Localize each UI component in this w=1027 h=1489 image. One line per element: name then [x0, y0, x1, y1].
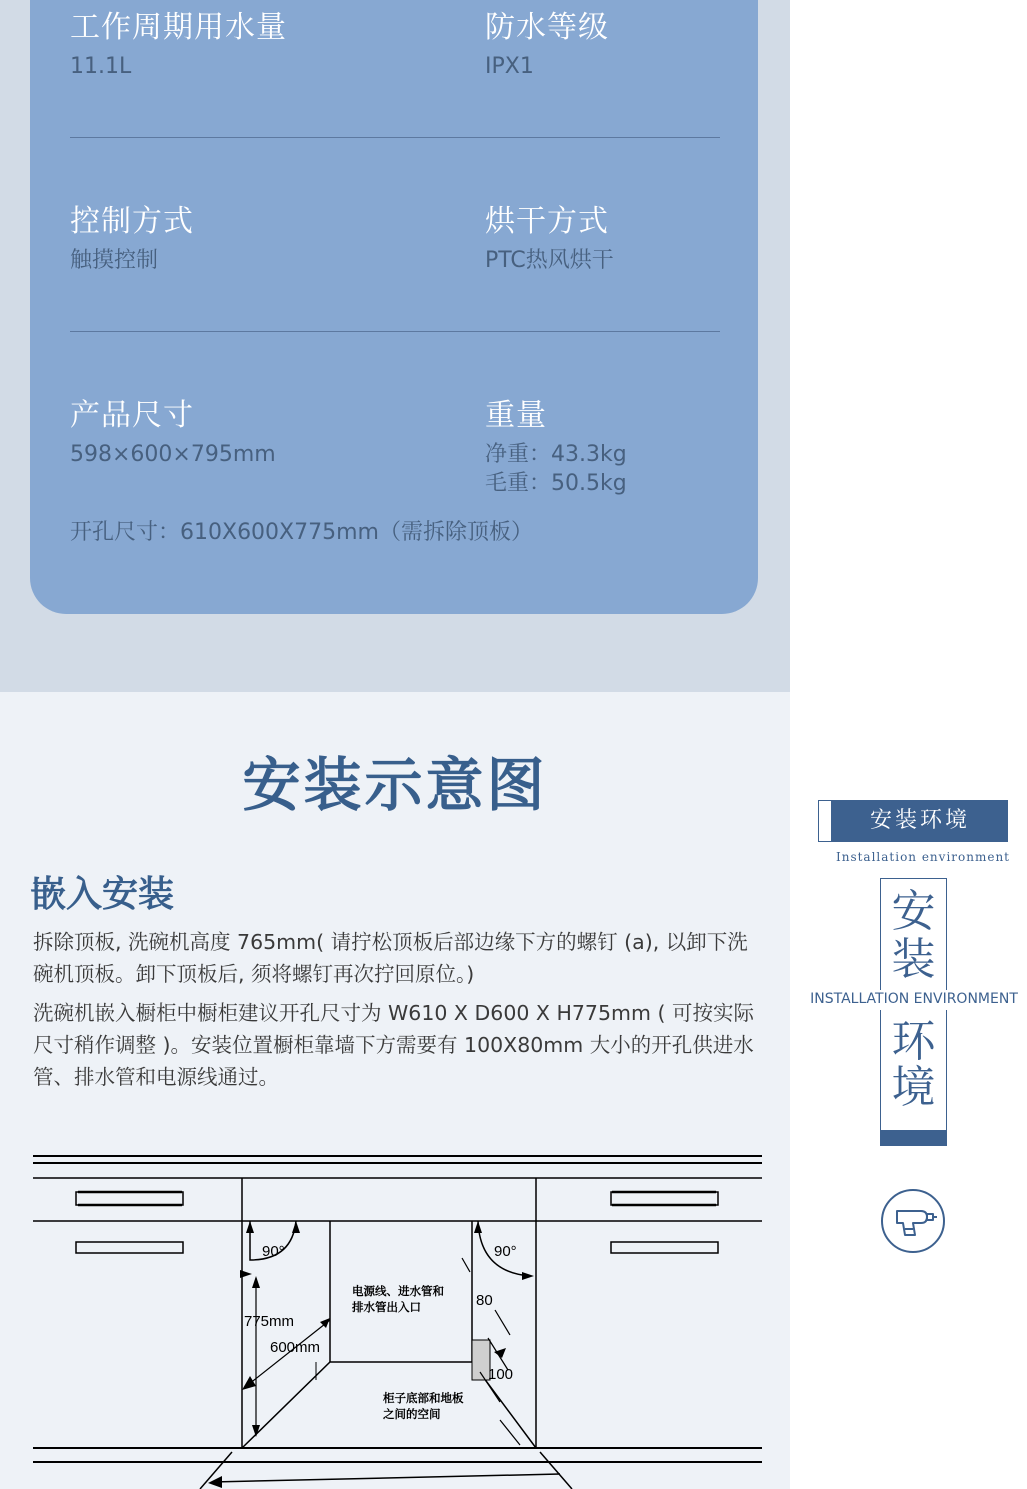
- spec-value-drying: PTC热风烘干: [485, 248, 614, 273]
- vertical-title-bar: [880, 1130, 947, 1146]
- drill-icon: [881, 1189, 945, 1253]
- floor-note: 柜子底部和地板: [383, 1391, 464, 1405]
- spec-value-net-weight: 净重：43.3kg: [485, 442, 627, 467]
- spec-label-weight: 重量: [485, 398, 547, 433]
- spec-value-water: 11.1L: [70, 54, 132, 79]
- hole-note: 排水管出入口: [352, 1300, 421, 1314]
- height-label: 775mm: [244, 1313, 295, 1330]
- spec-value-waterproof: IPX1: [485, 54, 534, 79]
- spec-label-water: 工作周期用水量: [70, 10, 287, 45]
- section-title: 安装示意图: [242, 751, 548, 819]
- angle-label-right: 90°: [494, 1243, 517, 1260]
- spec-divider: [70, 331, 720, 332]
- spec-value-gross-weight: 毛重：50.5kg: [485, 471, 627, 496]
- hole-height-label: 100: [488, 1366, 514, 1383]
- install-subtitle: 嵌入安装: [30, 874, 175, 915]
- install-env-tab-marker: [818, 800, 832, 842]
- spec-label-control: 控制方式: [70, 204, 194, 239]
- floor-note: 之间的空间: [383, 1407, 441, 1421]
- spec-value-control: 触摸控制: [70, 248, 159, 273]
- vertical-title-english: INSTALLATION ENVIRONMENT: [810, 991, 1018, 1007]
- install-paragraph: 洗碗机嵌入橱柜中橱柜建议开孔尺寸为 W610 X D600 X H775mm ( 可按实际尺寸稍作调整 )。安装位置橱柜靠墙下方需要有 100X80mm 大小的开孔供进水管、排水管和电源线通过。: [33, 1001, 754, 1089]
- install-env-tab-label: 安装环境: [869, 808, 970, 833]
- spec-label-size: 产品尺寸: [70, 398, 194, 433]
- angle-label-left: 90°: [262, 1243, 285, 1260]
- install-paragraph: 拆除顶板, 洗碗机高度 765mm( 请拧松顶板后部边缘下方的螺钉 (a), 以卸下洗碗机顶板。卸下顶板后, 须将螺钉再次拧回原位。): [33, 930, 748, 986]
- install-env-tab-english: Installation environment: [835, 850, 1010, 864]
- spec-label-drying: 烘干方式: [485, 204, 609, 239]
- spec-divider: [70, 137, 720, 138]
- vertical-title-char: 装: [891, 934, 936, 985]
- vertical-title-char: 境: [891, 1062, 936, 1113]
- vertical-title-char: 安: [891, 886, 936, 937]
- hole-width-label: 80: [476, 1292, 493, 1309]
- spec-value-size: 598×600×795mm: [70, 442, 276, 467]
- installation-diagram: [0, 1140, 790, 1489]
- spec-label-waterproof: 防水等级: [485, 10, 609, 45]
- depth-label: 600mm: [270, 1339, 321, 1356]
- cutout-note: 开孔尺寸：610X600X775mm（需拆除顶板）: [70, 520, 533, 545]
- hole-note: 电源线、进水管和: [352, 1284, 444, 1298]
- vertical-title-char: 环: [891, 1016, 936, 1067]
